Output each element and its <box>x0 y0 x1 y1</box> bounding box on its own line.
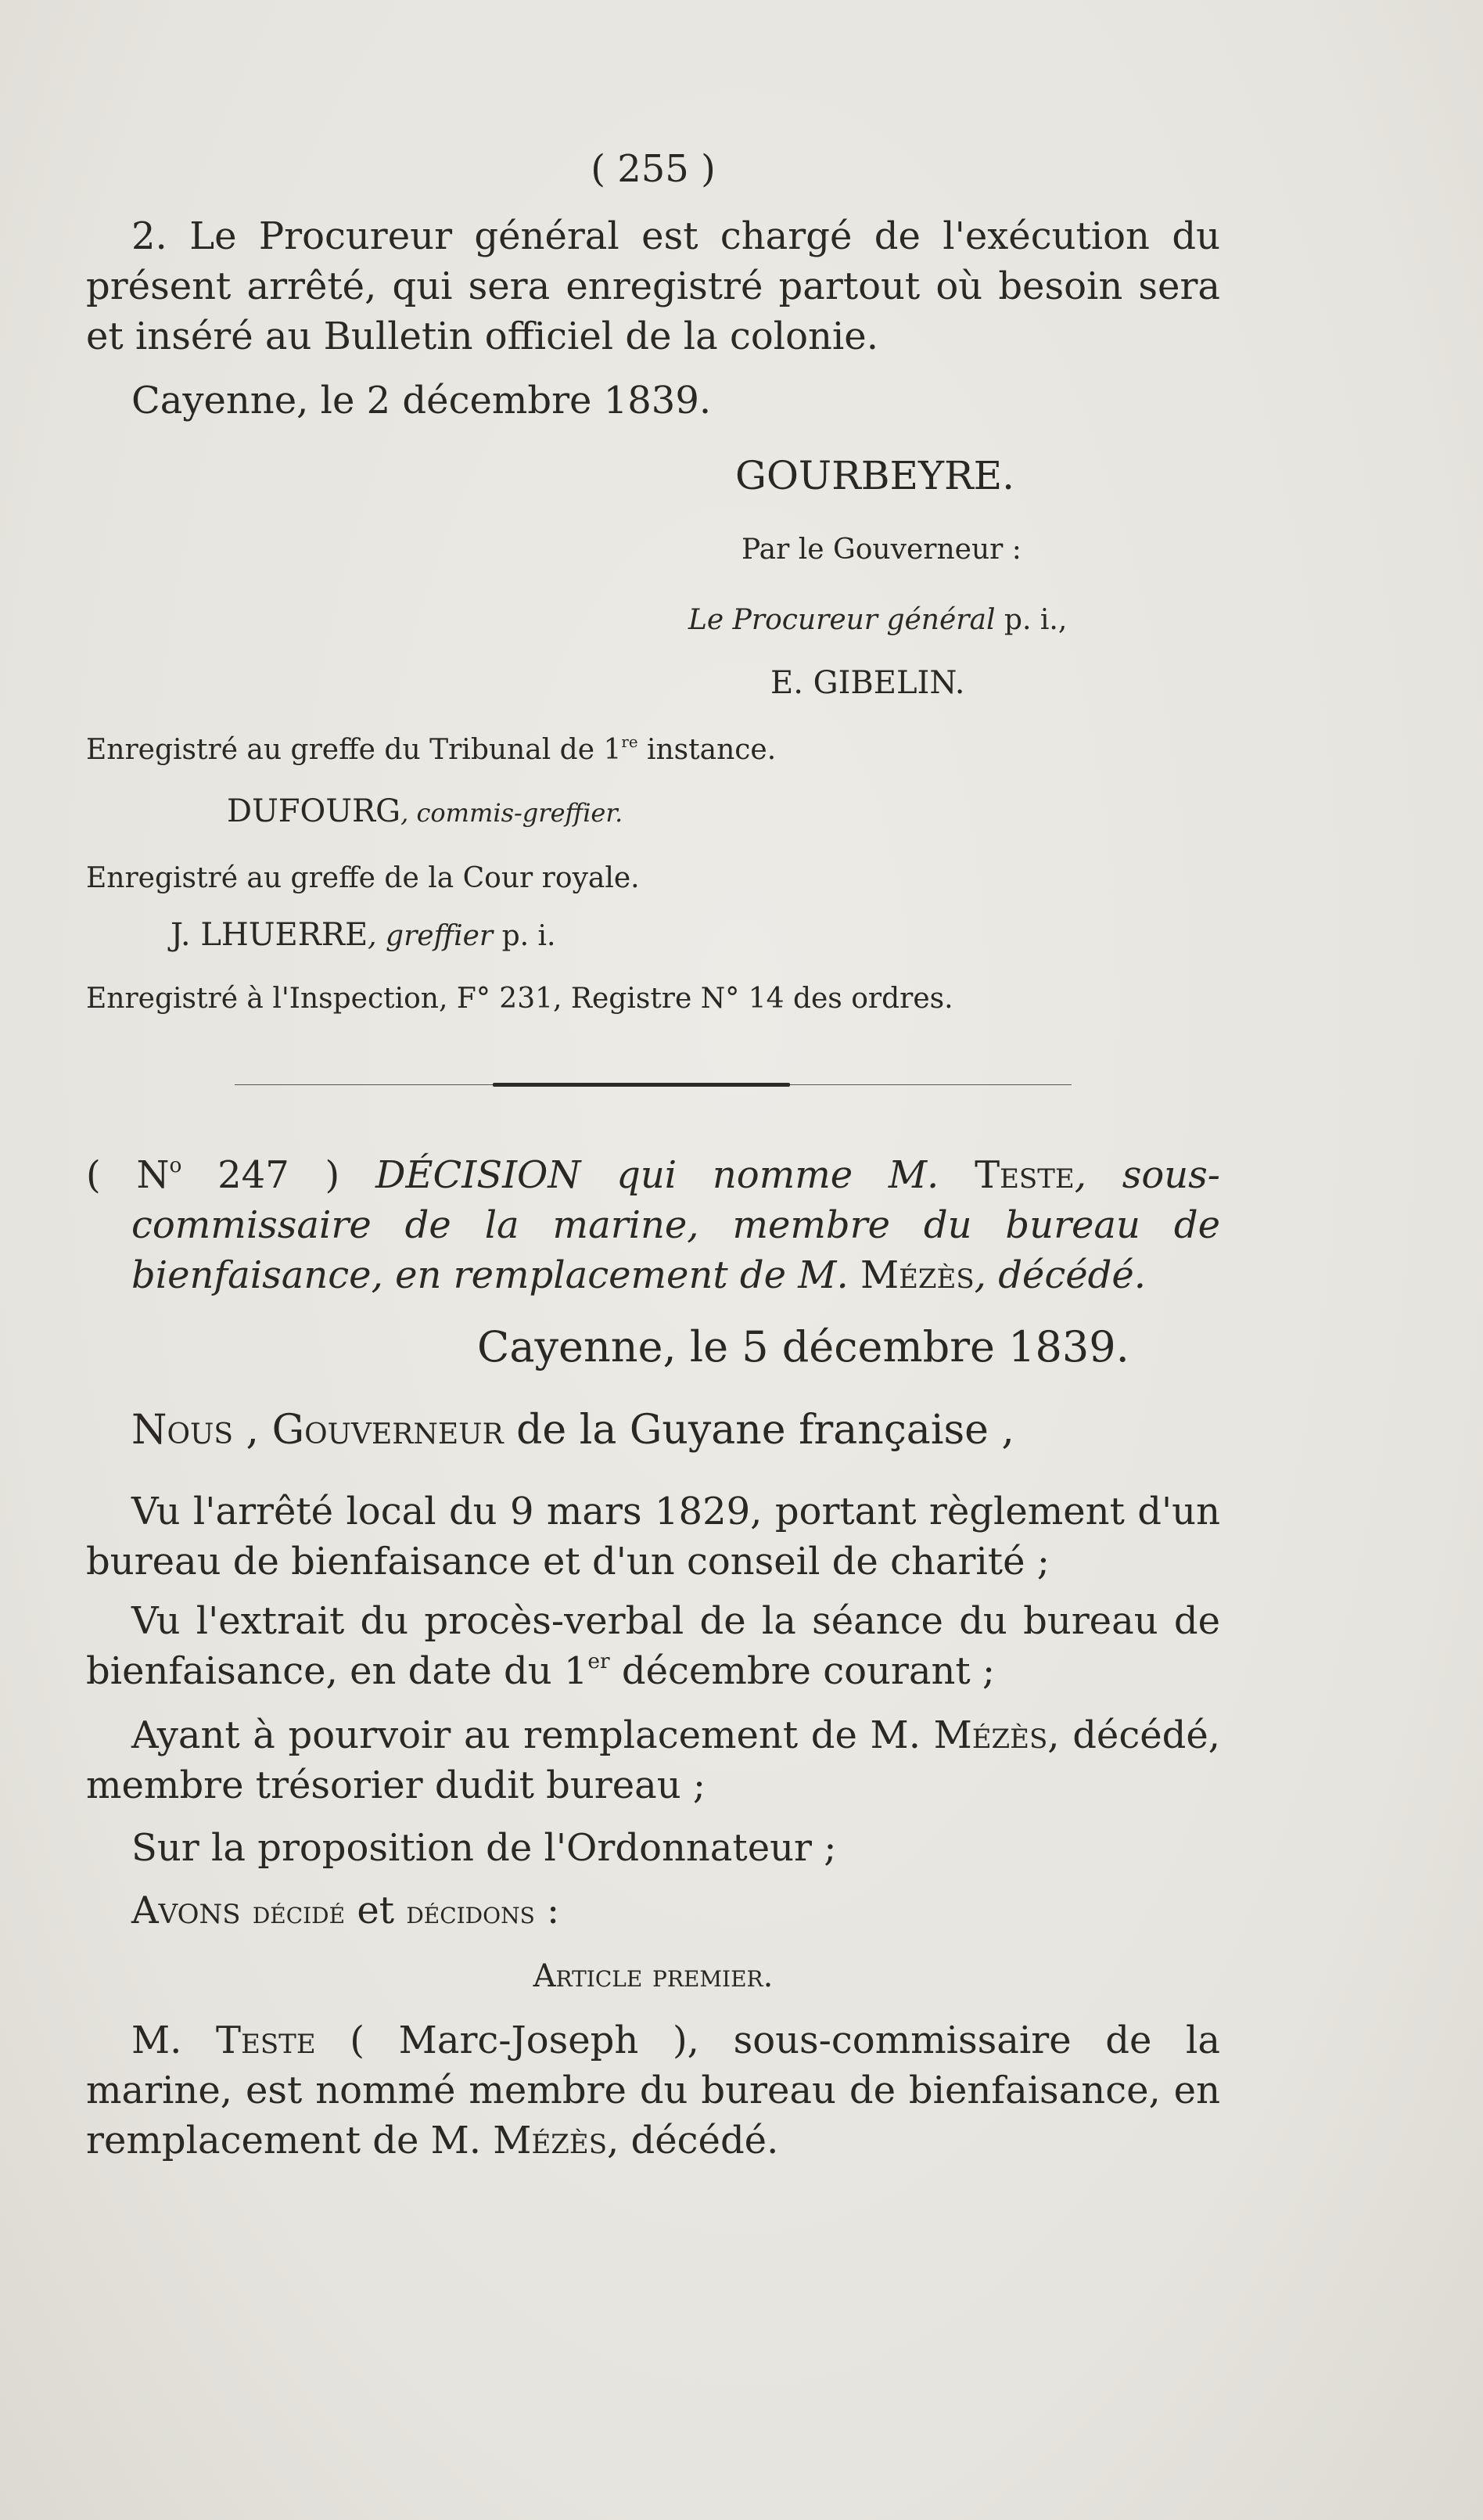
page-number: ( 255 ) <box>591 147 716 191</box>
ayant-text-b: , décédé, membre trésorier dudit bureau ; <box>86 1713 1221 1807</box>
par-le-gouverneur: Par le Gouverneur : <box>742 534 1022 566</box>
registration-inspection: Enregistré à l'Inspection, F° 231, Registre N° 14 des ordres. <box>86 983 953 1015</box>
sur-la-proposition: Sur la proposition de l'Ordonnateur ; <box>131 1826 837 1870</box>
ayant-text-a: Ayant à pourvoir au remplacement de M. <box>131 1713 934 1757</box>
colon: : <box>547 1889 560 1932</box>
article-premier-text <box>86 2015 1220 2166</box>
nous-rest: de la Guyane française , <box>503 1407 1014 1454</box>
procureur-role: Le Procureur général <box>688 604 996 636</box>
vu-paragraph-1: Vu l'arrêté local du 9 mars 1829, portant règlement d'un bureau de bienfaisance et d'un conseil de charité ; <box>86 1490 1220 1584</box>
et-word: et <box>357 1889 395 1932</box>
decision-title-b: , sous-commissaire de la marine, membre du bureau de bienfaisance, en remplacement de M. <box>131 1153 1220 1297</box>
comma-sep: , <box>246 1407 260 1454</box>
article-text-c: , décédé. <box>607 2119 779 2162</box>
vu2-text-a: Vu l'extrait du procès-verbal de la séance du bureau de bienfaisance, en date du 1 <box>86 1599 1220 1693</box>
decision-number-sup: o <box>169 1153 182 1178</box>
registration-tribunal-sup: re <box>621 733 638 752</box>
avons-word: Avons <box>131 1889 241 1932</box>
lhuerre-name: J. LHUERRE <box>171 917 368 953</box>
article-premier-heading: Article premier. <box>533 1958 774 1994</box>
vu2-sup: er <box>587 1649 610 1674</box>
article-teste: Teste <box>216 2019 316 2062</box>
signature-gibelin: E. GIBELIN. <box>770 665 965 701</box>
article-2-paragraph: 2. Le Procureur général est chargé de l'exécution du présent arrêté, qui sera enregistré partout où besoin sera et inséré au Bulletin officiel de la colonie. <box>86 214 1220 358</box>
article-text-a: M. <box>131 2019 217 2062</box>
decision-title-c: , décédé. <box>974 1253 1146 1297</box>
avons-decide-line <box>86 1886 1266 1938</box>
decision-mezes: Mézès <box>860 1253 975 1297</box>
section-divider <box>235 1083 1072 1086</box>
registration-tribunal-text-b: instance. <box>637 734 777 766</box>
nous-gouverneur-line <box>86 1405 1266 1455</box>
vu-paragraph-2 <box>86 1596 1220 1696</box>
dufourg-name: DUFOURG <box>227 793 401 829</box>
date-line-2: Cayenne, le 5 décembre 1839. <box>477 1322 1129 1371</box>
dufourg-role: , commis-greffier. <box>400 798 623 828</box>
decision-number: ( N <box>86 1153 170 1197</box>
gouverneur-word: Gouverneur <box>271 1407 504 1454</box>
article-text-b: ( Marc-Joseph ), sous-commissaire de la marine, est nommé membre du bureau de bienfaisance, en remplacement de M. <box>86 2019 1220 2162</box>
signature-dufourg <box>227 792 931 832</box>
registration-tribunal-text: Enregistré au greffe du Tribunal de 1 <box>86 734 622 766</box>
decidons-word: décidons <box>406 1895 535 1931</box>
signature-lhuerre <box>171 915 874 956</box>
registration-tribunal <box>86 731 1220 770</box>
article-mezes: Mézès <box>493 2119 607 2162</box>
vu2-text-b: décembre courant ; <box>609 1649 996 1693</box>
registration-cour: Enregistré au greffe de la Cour royale. <box>86 862 640 894</box>
lhuerre-role: , greffier <box>368 920 494 952</box>
decision-title-a: DÉCISION qui nomme M. <box>375 1153 975 1197</box>
ayant-mezes: Mézès <box>933 1713 1048 1757</box>
nous-word: Nous <box>131 1407 234 1454</box>
decide-word: décidé <box>252 1895 346 1931</box>
ayant-paragraph <box>86 1710 1220 1810</box>
decision-teste: Teste <box>975 1153 1075 1197</box>
procureur-line <box>688 601 1236 640</box>
lhuerre-suffix: p. i. <box>493 920 556 952</box>
signature-gourbeyre: GOURBEYRE. <box>735 453 1015 498</box>
decision-number-rest: 247 ) <box>181 1153 375 1197</box>
date-line-1: Cayenne, le 2 décembre 1839. <box>131 379 712 422</box>
decision-heading <box>86 1150 1220 1300</box>
procureur-suffix: p. i., <box>995 604 1068 636</box>
